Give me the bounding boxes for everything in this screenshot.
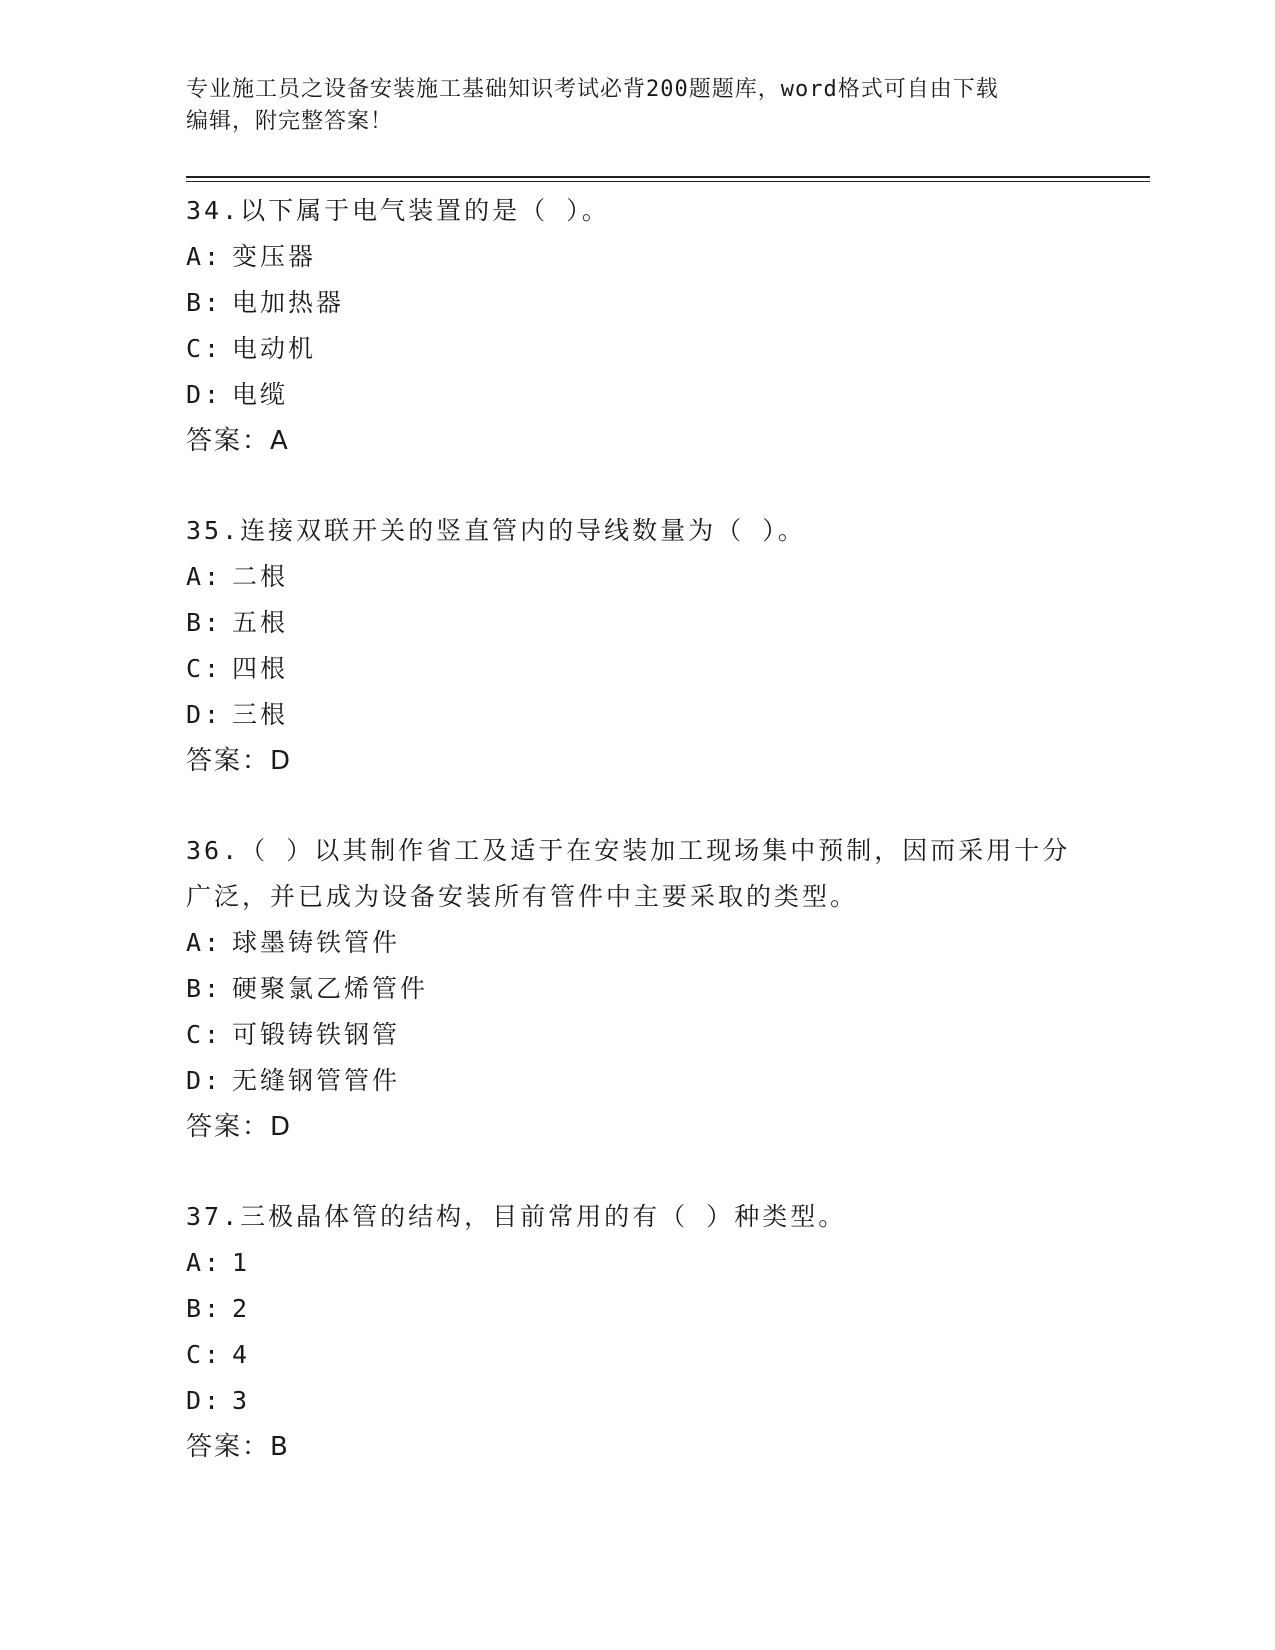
option-text: 电动机 bbox=[232, 334, 317, 363]
option-d bbox=[186, 372, 1086, 418]
option-key: B: bbox=[186, 1294, 223, 1323]
option-key: B: bbox=[186, 288, 223, 317]
option-text: 电缆 bbox=[232, 380, 289, 409]
option-key: B: bbox=[186, 974, 223, 1003]
option-key: A: bbox=[186, 242, 223, 271]
question-34 bbox=[186, 188, 1086, 464]
option-text: 二根 bbox=[232, 562, 289, 591]
question-stem: 36.（ ）以其制作省工及适于在安装加工现场集中预制，因而采用十分广泛，并已成为设备安装所有管件中主要采取的类型。 bbox=[186, 836, 1071, 911]
answer: 答案：D bbox=[186, 1112, 293, 1142]
option-key: A: bbox=[186, 562, 223, 591]
question-stem: 35.连接双联开关的竖直管内的导线数量为（ ）。 bbox=[186, 516, 806, 545]
option-key: D: bbox=[186, 1066, 223, 1095]
option-key: A: bbox=[186, 1248, 223, 1277]
question-36 bbox=[186, 828, 1086, 1150]
option-text: 无缝钢管管件 bbox=[232, 1066, 401, 1095]
option-text: 电加热器 bbox=[232, 288, 345, 317]
option-text: 四根 bbox=[232, 654, 289, 683]
question-stem: 37.三极晶体管的结构，目前常用的有（ ）种类型。 bbox=[186, 1202, 847, 1231]
option-key: D: bbox=[186, 1386, 223, 1415]
option-text: 球墨铸铁管件 bbox=[232, 928, 401, 957]
option-c bbox=[186, 326, 1086, 372]
option-text: 2 bbox=[232, 1294, 251, 1323]
option-text: 三根 bbox=[232, 700, 289, 729]
option-d bbox=[186, 692, 1086, 738]
option-b bbox=[186, 600, 1086, 646]
option-text: 1 bbox=[232, 1248, 251, 1277]
question-37 bbox=[186, 1194, 1086, 1470]
option-a bbox=[186, 234, 1086, 280]
option-key: D: bbox=[186, 700, 223, 729]
option-key: D: bbox=[186, 380, 223, 409]
header-line-2: 编辑，附完整答案！ bbox=[186, 109, 394, 134]
option-b bbox=[186, 280, 1086, 326]
option-text: 4 bbox=[232, 1340, 251, 1369]
question-list bbox=[186, 188, 1086, 1514]
option-text: 五根 bbox=[232, 608, 289, 637]
option-text: 3 bbox=[232, 1386, 251, 1415]
option-d bbox=[186, 1378, 1086, 1424]
option-c bbox=[186, 646, 1086, 692]
option-key: C: bbox=[186, 334, 223, 363]
option-text: 变压器 bbox=[232, 242, 317, 271]
option-key: C: bbox=[186, 1020, 223, 1049]
option-b bbox=[186, 1286, 1086, 1332]
option-d bbox=[186, 1058, 1086, 1104]
answer: 答案：B bbox=[186, 1432, 290, 1462]
option-key: C: bbox=[186, 1340, 223, 1369]
header-rule-thick bbox=[186, 176, 1150, 178]
answer: 答案：A bbox=[186, 426, 290, 456]
option-c bbox=[186, 1332, 1086, 1378]
option-text: 硬聚氯乙烯管件 bbox=[232, 974, 429, 1003]
option-b bbox=[186, 966, 1086, 1012]
header-rule-thin bbox=[186, 181, 1150, 182]
option-a bbox=[186, 920, 1086, 966]
option-text: 可锻铸铁钢管 bbox=[232, 1020, 401, 1049]
option-key: B: bbox=[186, 608, 223, 637]
question-35 bbox=[186, 508, 1086, 784]
question-stem: 34.以下属于电气装置的是（ ）。 bbox=[186, 196, 610, 225]
option-a bbox=[186, 1240, 1086, 1286]
option-key: C: bbox=[186, 654, 223, 683]
option-a bbox=[186, 554, 1086, 600]
document-header bbox=[186, 74, 1086, 138]
header-line-1: 专业施工员之设备安装施工基础知识考试必背200题题库，word格式可自由下载 bbox=[186, 77, 999, 102]
option-c bbox=[186, 1012, 1086, 1058]
option-key: A: bbox=[186, 928, 223, 957]
answer: 答案：D bbox=[186, 746, 293, 776]
